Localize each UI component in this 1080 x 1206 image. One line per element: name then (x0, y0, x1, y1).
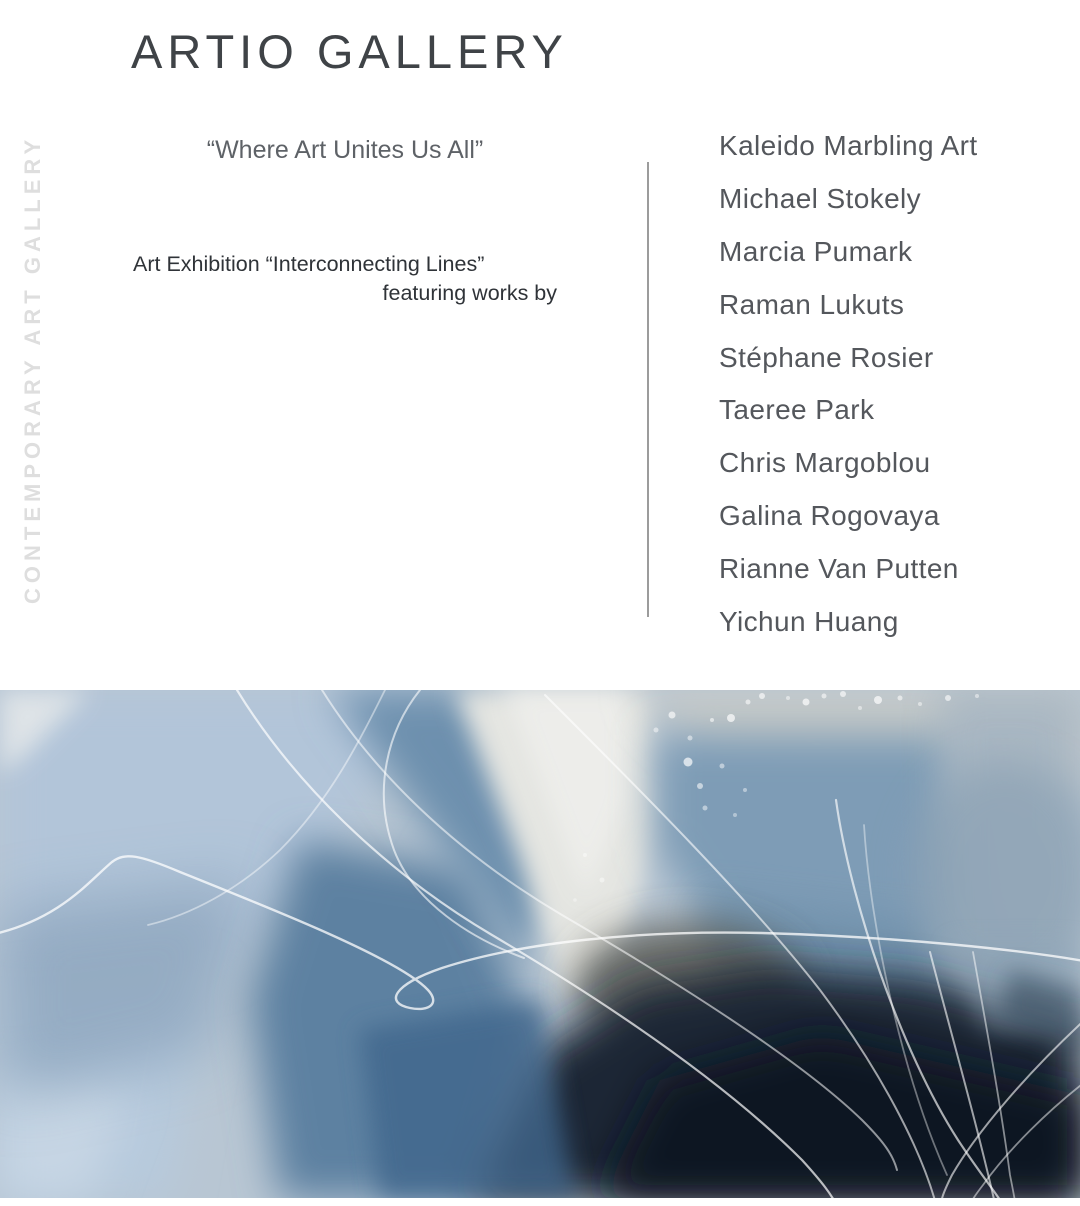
artist-list (719, 120, 1059, 649)
vertical-divider (647, 162, 649, 617)
gallery-tagline: “Where Art Unites Us All” (206, 136, 484, 164)
gallery-title: ARTIO GALLERY (131, 25, 568, 78)
artist-name: Stéphane Rosier (719, 341, 934, 373)
vertical-gallery-label: CONTEMPORARY ART GALLERY (20, 134, 45, 604)
artist-name: Raman Lukuts (719, 288, 905, 320)
abstract-painting (0, 690, 1080, 1198)
exhibition-text (133, 250, 557, 308)
artist-name: Galina Rogovaya (719, 500, 940, 532)
artist-name: Chris Margoblou (719, 447, 931, 479)
artist-name: Marcia Pumark (719, 235, 913, 267)
exhibition-artwork (0, 690, 1080, 1198)
artist-name: Michael Stokely (719, 182, 922, 214)
artist-name: Rianne Van Putten (719, 553, 959, 585)
exhibition-title-line: Art Exhibition “Interconnecting Lines” (133, 252, 485, 276)
artist-name: Yichun Huang (719, 606, 899, 638)
artist-name: Taeree Park (719, 394, 875, 426)
artist-name: Kaleido Marbling Art (719, 130, 978, 161)
exhibition-featuring-line: featuring works by (382, 281, 557, 305)
